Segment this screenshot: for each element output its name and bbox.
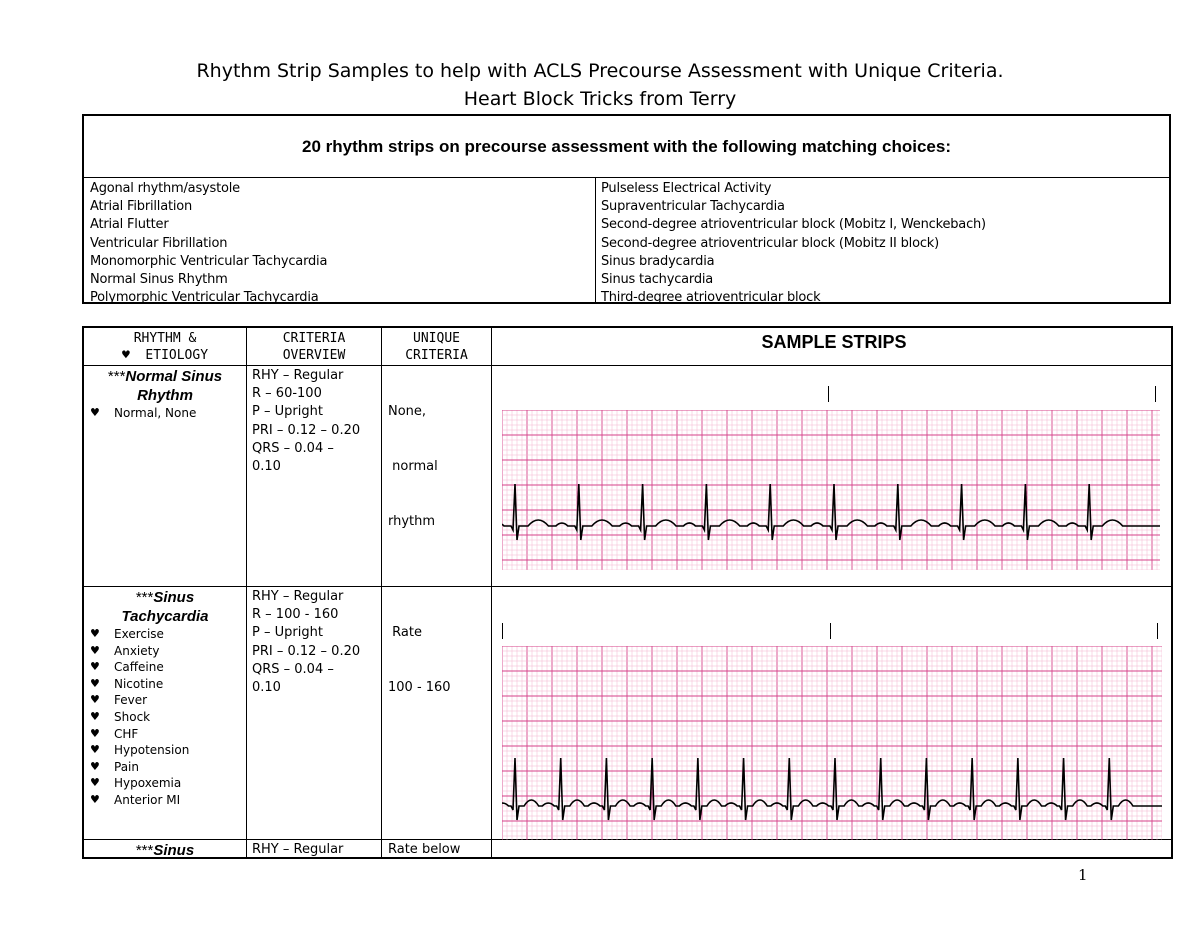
ecg-grid (502, 646, 1162, 840)
rhythm-name: ***Normal Sinus Rhythm (107, 368, 223, 404)
criteria-cell-sinus-bradycardia: RHY – Regular (252, 842, 344, 857)
ecg-strip-normal-sinus (502, 410, 1160, 570)
choice-item: Polymorphic Ventricular Tachycardia (90, 290, 319, 306)
list-item: ♥ Caffeine (90, 660, 164, 675)
heart-icon: ♥ (90, 660, 100, 674)
heart-icon: ♥ (90, 643, 100, 657)
column-divider (246, 328, 247, 857)
choice-item: Monomorphic Ventricular Tachycardia (90, 253, 328, 269)
row-divider (84, 586, 1171, 587)
page-title-line1: Rhythm Strip Samples to help with ACLS Precourse Assessment with Unique Criteria. (196, 60, 1004, 82)
heart-icon: ♥ (90, 743, 100, 757)
rhythm-cell-normal-sinus (86, 367, 244, 422)
list-item: ♥ Pain (90, 759, 139, 774)
unique-cell-normal-sinus: None, normal rhythm (388, 404, 438, 529)
header-criteria-overview: CRITERIA OVERVIEW (282, 331, 346, 363)
choice-item: Pulseless Electrical Activity (601, 181, 772, 196)
strip-time-marker (502, 623, 503, 639)
choice-item: Second-degree atrioventricular block (Mobitz I, Wenckebach) (601, 217, 986, 233)
unique-cell-sinus-tachycardia: Rate 100 - 160 (388, 625, 451, 696)
criteria-cell-sinus-tachycardia: RHY – Regular R – 100 - 160 P – Upright PRI – 0.12 – 0.20 QRS – 0.04 – 0.10 (252, 589, 361, 696)
etiology-list (86, 405, 244, 422)
heart-icon: ♥ (90, 676, 100, 690)
list-item: ♥ CHF (90, 726, 139, 741)
choice-item: Atrial Flutter (90, 217, 169, 233)
rhythm-cell-sinus-tachycardia (86, 588, 244, 809)
column-divider (381, 328, 382, 857)
list-item: ♥ Hypoxemia (90, 776, 182, 791)
heart-icon: ♥ (90, 693, 100, 707)
header-unique-criteria: UNIQUE CRITERIA (405, 331, 468, 363)
heart-icon: ♥ (90, 759, 100, 773)
ecg-trace (502, 484, 1160, 540)
list-item: ♥ Hypotension (90, 743, 190, 758)
heart-icon: ♥ (90, 627, 100, 640)
choice-item: Sinus bradycardia (601, 253, 715, 269)
strip-time-marker (828, 386, 829, 402)
list-item: ♥ Shock (90, 709, 151, 724)
strip-time-marker (1155, 386, 1156, 402)
heart-icon: ♥ (90, 792, 100, 806)
heart-icon: ♥ (90, 726, 100, 740)
unique-cell-sinus-bradycardia: Rate below (388, 842, 461, 857)
list-item: ♥ Nicotine (90, 676, 164, 691)
choice-item: Sinus tachycardia (601, 272, 714, 288)
list-item: ♥ Fever (90, 693, 148, 708)
page-title-line2: Heart Block Tricks from Terry (463, 88, 737, 110)
choices-left-column (84, 178, 596, 304)
etiology-list (86, 626, 244, 809)
heart-icon: ♥ (90, 406, 100, 419)
choice-item: Supraventricular Tachycardia (601, 199, 785, 215)
strip-time-marker (1157, 623, 1158, 639)
ecg-strip-sinus-tachycardia (502, 646, 1162, 840)
heart-icon: ♥ (90, 709, 100, 723)
choice-item: Ventricular Fibrillation (90, 235, 228, 251)
rhythm-table (82, 326, 1173, 859)
choice-item: Third-degree atrioventricular block (601, 290, 821, 306)
row-divider (84, 365, 1171, 366)
rhythm-name: ***Sinus Tachycardia (121, 589, 209, 625)
choice-item: Normal Sinus Rhythm (90, 272, 228, 288)
choice-item: Second-degree atrioventricular block (Mobitz II block) (601, 235, 939, 251)
choice-item: Agonal rhythm/asystole (90, 181, 240, 196)
list-item: ♥ Exercise (90, 627, 164, 641)
choice-item: Atrial Fibrillation (90, 199, 193, 215)
header-sample-strips: SAMPLE STRIPS (761, 332, 907, 352)
list-item: ♥ Anxiety (90, 643, 160, 658)
heart-icon: ♥ (90, 776, 100, 790)
matching-choices-box (82, 114, 1171, 304)
strip-time-marker (830, 623, 831, 639)
criteria-cell-normal-sinus: RHY – Regular R – 60-100 P – Upright PRI – 0.12 – 0.20 QRS – 0.04 – 0.10 (252, 368, 361, 475)
list-item: ♥ Normal, None (90, 406, 197, 420)
choices-header: 20 rhythm strips on precourse assessment with the following matching choices: (84, 116, 1169, 178)
list-item: ♥ Anterior MI (90, 792, 181, 807)
column-divider (491, 328, 492, 857)
heart-icon: ♥ (121, 348, 130, 363)
ecg-grid (502, 410, 1160, 570)
header-rhythm-etiology: RHYTHM & ♥ ETIOLOGY (121, 331, 209, 363)
rhythm-cell-sinus-bradycardia: ***Sinus (135, 842, 195, 859)
page-number: 1 (1078, 866, 1088, 884)
choices-right-column (596, 178, 1171, 304)
